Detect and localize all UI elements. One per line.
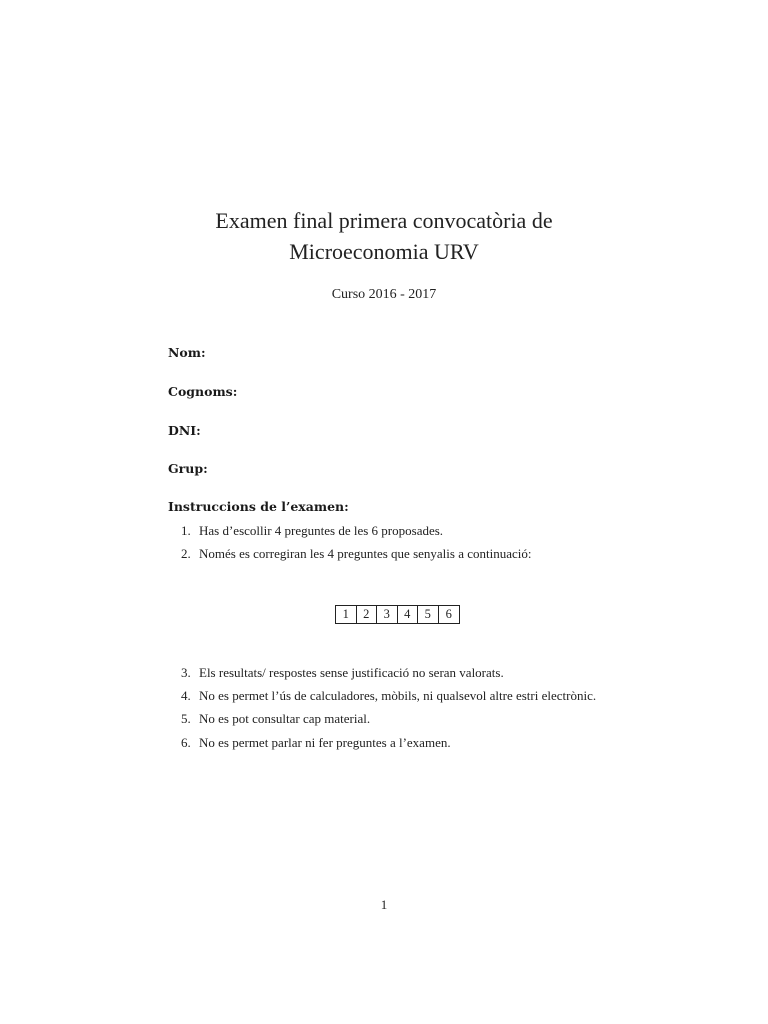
instruction-text: Els resultats/ respostes sense justificació no seran valorats. — [199, 665, 504, 680]
field-grup-label: Grup: — [168, 461, 208, 476]
instruction-number: 6. — [181, 735, 191, 750]
question-box-3[interactable]: 3 — [377, 606, 398, 623]
instruction-number: 1. — [181, 523, 191, 538]
instruction-number: 3. — [181, 665, 191, 680]
instruction-item — [181, 711, 370, 727]
instruction-number: 4. — [181, 688, 191, 703]
question-box-4[interactable]: 4 — [398, 606, 419, 623]
instructions-heading: Instruccions de l’examen: — [168, 499, 349, 514]
question-box-1[interactable]: 1 — [336, 606, 357, 623]
page-number: 1 — [380, 897, 388, 912]
instruction-text: Només es corregiran les 4 preguntes que senyalis a continuació: — [199, 546, 532, 561]
field-dni-label: DNI: — [168, 423, 201, 438]
exam-title — [0, 205, 768, 267]
instruction-text: No es permet parlar ni fer preguntes a l’examen. — [199, 735, 451, 750]
instruction-item — [181, 665, 504, 681]
exam-title-line-1: Examen final primera convocatòria de — [215, 208, 553, 233]
exam-title-line-2: Microeconomia URV — [289, 239, 479, 264]
field-cognoms-label: Cognoms: — [168, 384, 238, 399]
instruction-item — [181, 688, 596, 704]
field-nom-label: Nom: — [168, 345, 206, 360]
question-box-5[interactable]: 5 — [418, 606, 439, 623]
question-box-6[interactable]: 6 — [445, 607, 452, 621]
instruction-text: No es permet l’ús de calculadores, mòbils, ni qualsevol altre estri electrònic. — [199, 688, 597, 703]
instruction-number: 2. — [181, 546, 191, 561]
instruction-item — [181, 523, 443, 539]
course-year: Curso 2016 - 2017 — [331, 287, 437, 302]
instruction-text: No es pot consultar cap material. — [199, 711, 371, 726]
instruction-item — [181, 735, 451, 751]
instruction-text: Has d’escollir 4 preguntes de les 6 proposades. — [199, 523, 444, 538]
question-box-2[interactable]: 2 — [357, 606, 378, 623]
instruction-item — [181, 546, 531, 562]
instruction-number: 5. — [181, 711, 191, 726]
question-selection-boxes — [335, 605, 460, 624]
